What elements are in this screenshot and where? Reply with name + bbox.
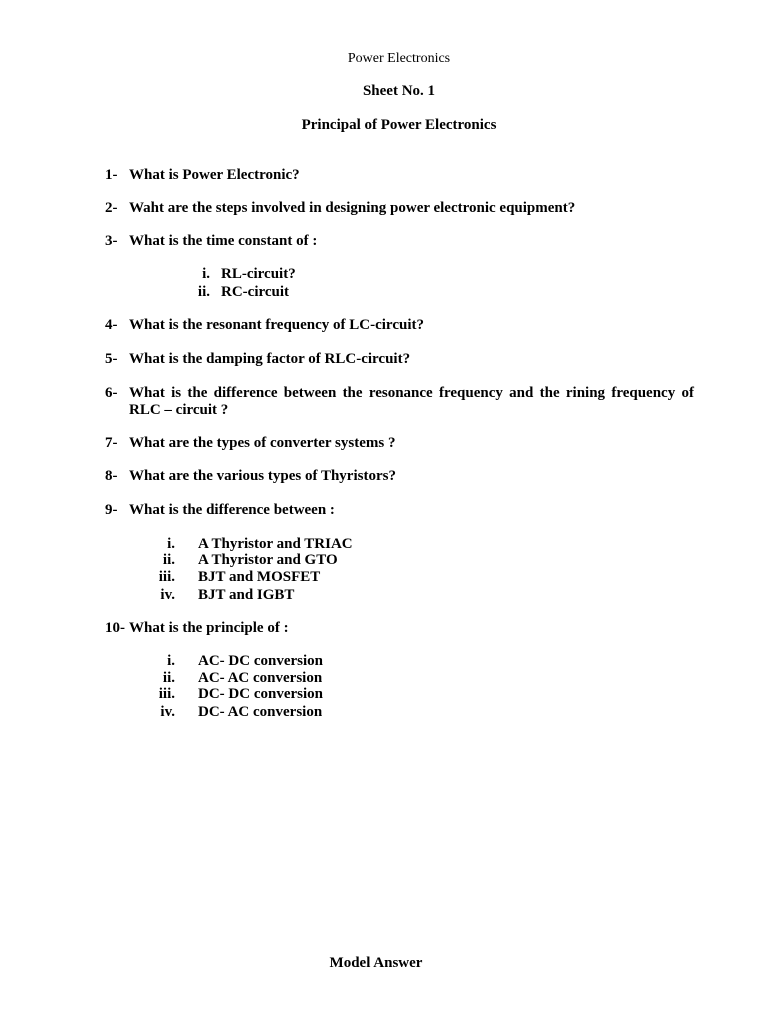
question-text	[129, 385, 694, 419]
question-text: What is the damping factor of RLC-circuit?	[129, 351, 411, 367]
sub-item	[0, 569, 768, 587]
sub-item-text: DC- AC conversion	[198, 704, 323, 720]
sub-item-numeral: i.	[167, 536, 175, 552]
sub-item-text: AC- DC conversion	[198, 653, 323, 669]
sub-item-text: A Thyristor and TRIAC	[198, 536, 353, 552]
question-number: 9-	[105, 502, 118, 518]
question-text: What is the time constant of :	[129, 233, 318, 249]
question-number: 6-	[105, 385, 118, 401]
question-text: Waht are the steps involved in designing power electronic equipment?	[129, 200, 576, 216]
sub-item	[0, 653, 768, 671]
sub-item	[0, 587, 768, 605]
sub-item	[0, 266, 768, 284]
question-number: 8-	[105, 468, 118, 484]
sub-item-text: RC-circuit	[221, 284, 290, 300]
sub-item-text: A Thyristor and GTO	[198, 552, 338, 568]
sub-item-numeral: i.	[167, 653, 175, 669]
sub-item-numeral: iii.	[158, 569, 175, 585]
sub-item-numeral: ii.	[197, 284, 210, 300]
sub-item	[0, 284, 768, 302]
sub-item-numeral: i.	[202, 266, 210, 282]
model-answer-heading: Model Answer	[329, 955, 423, 971]
sub-item-text: RL-circuit?	[221, 266, 296, 282]
question-text-line-1: What is the difference between the resonance frequency and the rining frequency of	[129, 385, 694, 401]
sub-item-numeral: ii.	[162, 552, 175, 568]
sheet-subtitle: Principal of Power Electronics	[301, 117, 497, 133]
sub-item-numeral: iv.	[160, 704, 175, 720]
question-6	[105, 385, 694, 419]
question-text: What is the difference between :	[129, 502, 335, 518]
sub-item-numeral: iv.	[160, 587, 175, 603]
question-text: What is the principle of :	[129, 620, 289, 636]
question-text: What is Power Electronic?	[129, 167, 300, 183]
question-number: 1-	[105, 167, 118, 183]
question-text: What are the various types of Thyristors?	[129, 468, 396, 484]
question-number: 7-	[105, 435, 118, 451]
question-number: 10-	[105, 620, 125, 636]
sub-item-numeral: ii.	[162, 670, 175, 686]
sub-item-text: AC- AC conversion	[198, 670, 323, 686]
sub-item-text: DC- DC conversion	[198, 686, 323, 702]
question-text-line-2: RLC – circuit ?	[129, 402, 229, 418]
sub-item	[0, 704, 768, 722]
question-number: 4-	[105, 317, 118, 333]
document-title: Power Electronics	[347, 51, 451, 66]
sheet-number: Sheet No. 1	[362, 83, 436, 99]
sub-item	[0, 686, 768, 704]
question-text: What is the resonant frequency of LC-circuit?	[129, 317, 424, 333]
sub-item-numeral: iii.	[158, 686, 175, 702]
question-text: What are the types of converter systems ?	[129, 435, 396, 451]
question-number: 5-	[105, 351, 118, 367]
question-number: 3-	[105, 233, 118, 249]
question-number: 2-	[105, 200, 118, 216]
sub-item-text: BJT and MOSFET	[198, 569, 321, 585]
sub-item-text: BJT and IGBT	[198, 587, 295, 603]
sub-item	[0, 552, 768, 570]
